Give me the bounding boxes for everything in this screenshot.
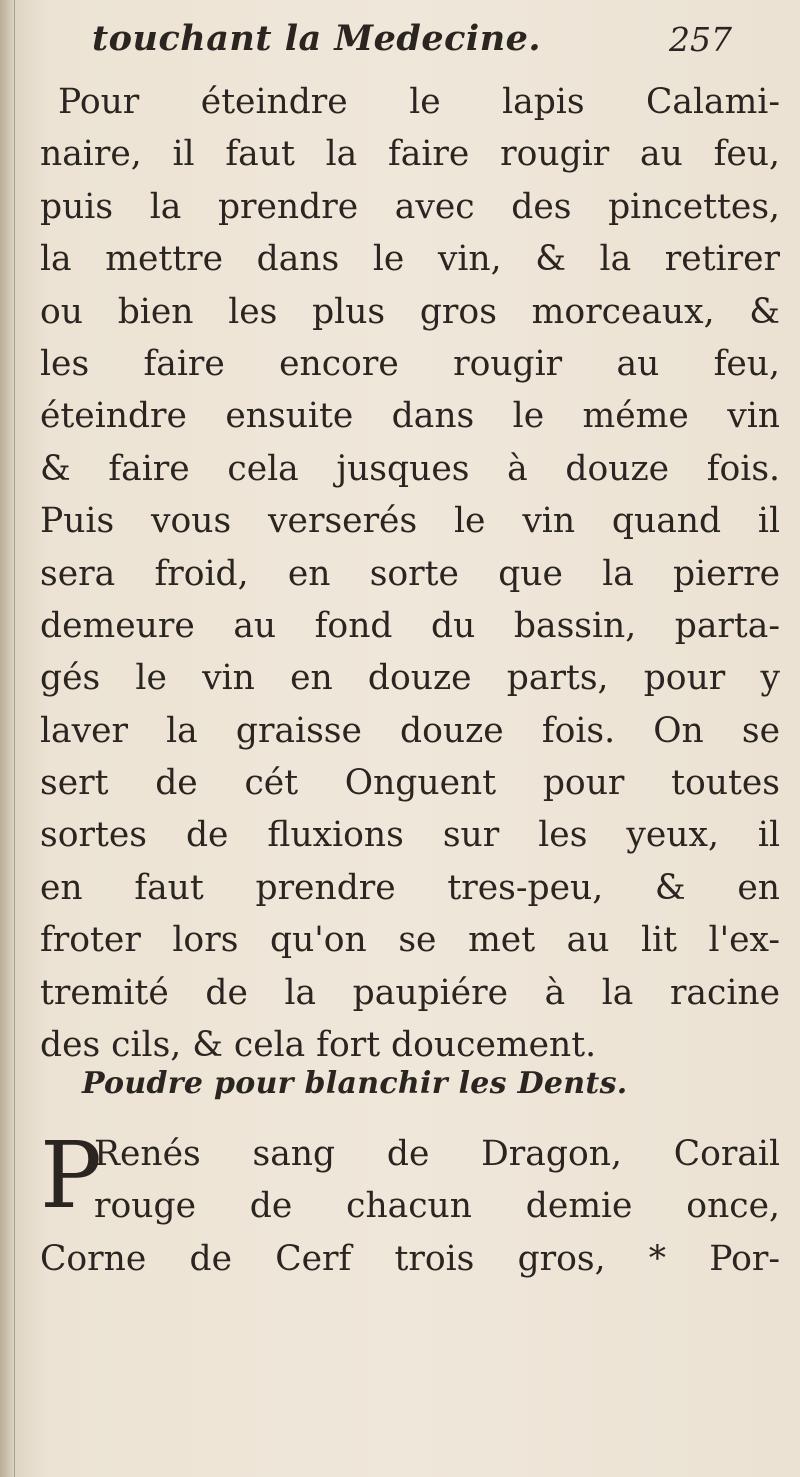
section-heading: Poudre pour blanchir les Dents. [82,1066,628,1101]
text-line: laver la graisse douze fois. On se [40,710,780,751]
text-line: & faire cela jusques à douze fois. [40,448,780,489]
page-gutter [0,0,14,1477]
text-line: Corne de Cerf trois gros, * Por- [40,1238,780,1279]
text-line: gés le vin en douze parts, pour y [40,658,780,699]
text-line: puis la prendre avec des pincettes, [40,186,780,227]
text-line: sortes de fluxions sur les yeux, il [40,815,780,856]
text-line: en faut prendre tres-peu, & en [40,867,780,908]
text-line: rouge de chacun demie once, [94,1186,780,1227]
text-line: des cils, & cela fort doucement. [40,1025,597,1066]
text-line: naire, il faut la faire rougir au feu, [40,134,780,175]
text-line: Puis vous verserés le vin quand il [40,501,780,542]
text-line: Pour éteindre le lapis Calami- [58,82,780,122]
body-text [40,76,780,1071]
text-line: sert de cét Onguent pour toutes [40,763,780,804]
text-line: tremité de la paupiére à la racine [40,972,780,1013]
recipe-paragraph [40,1122,780,1285]
page-number: 257 [669,20,732,59]
running-title: touchant la Medecine. [92,18,542,59]
text-line: éteindre ensuite dans le méme vin [40,396,780,437]
text-line: les faire encore rougir au feu, [40,343,780,384]
text-line: Renés sang de Dragon, Corail [94,1134,780,1174]
text-line: ou bien les plus gros morceaux, & [40,291,780,332]
text-line: demeure au fond du bassin, parta- [40,605,780,646]
drop-cap: P [40,1122,102,1229]
text-line: sera froid, en sorte que la pierre [40,553,780,594]
margin-line [14,0,15,1477]
page-header [92,18,732,68]
text-line: froter lors qu'on se met au lit l'ex- [40,920,780,961]
text-line: la mettre dans le vin, & la retirer [40,239,780,280]
